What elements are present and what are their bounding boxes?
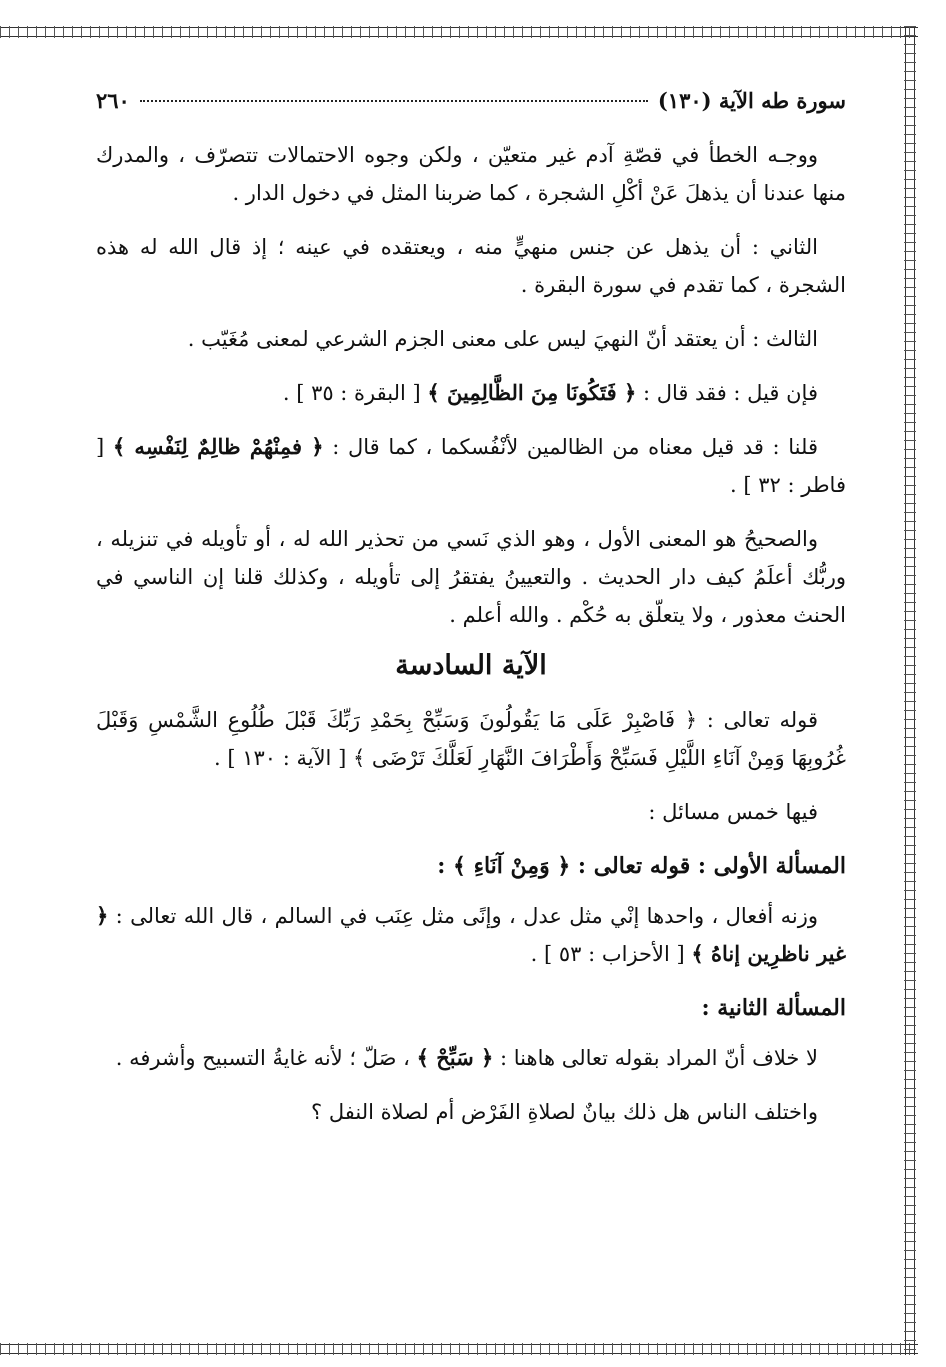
page-border-right (904, 26, 916, 1355)
verse-intro: قوله تعالى : (697, 708, 819, 732)
masala-1-heading-quran: ﴿ وَمِنْ آنَاءِ ﴾ (453, 853, 571, 879)
section-title: الآية السادسة (395, 650, 547, 681)
page-border-top (0, 26, 918, 38)
issues-intro: فيها خمس مسائل : (648, 800, 818, 824)
masala-1-body-quran: ﴿ غير ناظرِين إناهُ ﴾ (96, 903, 846, 966)
paragraph-1: ووجـه الخطأ في قصّةِ آدم غير متعيّن ، ولكن وجوه الاحتمالات تتصرّف ، والمدرك منها عندنا أن يذهلَ عَنْ أكْلِ الشجرة ، كما ضربنا المثل في دخول الدار . (96, 143, 846, 205)
masala-1-heading (96, 847, 846, 885)
paragraph-5 (96, 428, 846, 504)
masala-2-body-2: واختلف الناس هل ذلك بيانٌ لصلاةِ الفَرْض أم لصلاة النفل ؟ (311, 1100, 818, 1124)
paragraph-4 (96, 374, 846, 412)
paragraph-5-quran: ﴿ فمِنْهُمْ ظالِمٌ لِنَفْسِه ﴾ (112, 434, 324, 459)
verse-paragraph (96, 701, 846, 777)
paragraph-2: الثاني : أن يذهل عن جنس منهيٍّ منه ، ويعتقده في عينه ؛ إذ قال الله له هذه الشجرة ، كما تقدم في سورة البقرة . (96, 235, 846, 297)
masala-2-body-quran: ﴿ سَبِّحْ ﴾ (416, 1045, 494, 1070)
header-dots (140, 99, 648, 102)
masala-1-heading-text: المسألة الأولى : قوله تعالى : (570, 853, 846, 879)
paragraph-4-quran: ﴿ فَتَكُونَا مِنَ الظَّالِمِينَ ﴾ (427, 380, 637, 405)
masala-2-body (96, 1039, 846, 1077)
masala-1-body-ref: [ الأحزاب : ٥٣ ] . (530, 942, 692, 966)
book-page (96, 78, 846, 1147)
paragraph-5-text: قلنا : قد قيل معناه من الظالمين لأنْفُسكما ، كما قال : (323, 435, 818, 459)
masala-2-heading: المسألة الثانية : (701, 995, 846, 1021)
paragraph-6: والصحيحُ هو المعنى الأول ، وهو الذي نَسي من تحذير الله له ، أو تأويله في تنزيله ، وربُّك أعلَمُ كيف دار الحديث . والتعيينُ يفتقرُ إلى تأويله ، وكذلك قلنا إن الناسي في الحنث معذور ، ولا يتعلّق به حُكْم . والله أعلم . (96, 527, 846, 627)
page-number: ٢٦٠ (96, 87, 130, 113)
masala-2-body-text: لا خلاف أنّ المراد بقوله تعالى هاهنا : (493, 1046, 818, 1070)
verse-text: ﴿ فَاصْبِرْ عَلَى مَا يَقُولُونَ وَسَبِّحْ بِحَمْدِ رَبِّكَ قَبْلَ طُلُوعِ الشَّمْسِ وَقَبْلَ غُرُوبِهَا وَمِنْ آنَاءِ اللَّيْلِ فَسَبِّحْ وَأَطْرَافَ النَّهَارِ لَعَلَّكَ تَرْضَى ﴾ (96, 708, 846, 770)
running-header (96, 78, 846, 122)
paragraph-4-ref: [ البقرة : ٣٥ ] . (282, 381, 428, 405)
masala-2-body-end: ، صَلّ ؛ لأنه غايةُ التسبيح وأشرفه . (115, 1046, 417, 1070)
masala-1-body (96, 897, 846, 973)
masala-1-heading-end: : (437, 853, 454, 879)
verse-ref: [ الآية : ١٣٠ ] . (213, 746, 353, 770)
paragraph-5-ref: [ فاطر : ٣٢ ] . (96, 435, 846, 497)
page-border-bottom (0, 1343, 918, 1355)
masala-1-body-text: وزنه أفعال ، واحدها إنْي مثل عدل ، وإنًى مثل عِنَب في السالم ، قال الله تعالى : (108, 904, 818, 928)
paragraph-3: الثالث : أن يعتقد أنّ النهيَ ليس على معنى الجزم الشرعي لمعنى مُغَيّب . (187, 327, 818, 351)
paragraph-4-text: فإن قيل : فقد قال : (636, 381, 818, 405)
header-title: سورة طه الآية (١٣٠) (657, 87, 846, 113)
